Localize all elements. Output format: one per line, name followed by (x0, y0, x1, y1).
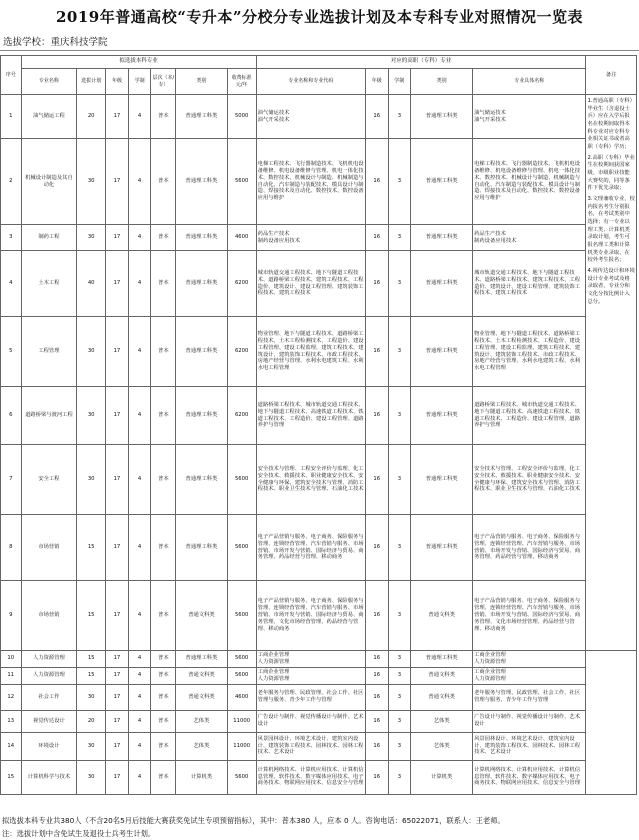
row-voc-year: 16 (365, 651, 388, 668)
page-title: 2019年普通高校“专升本”分校分专业选拔计划及本专科专业对照情况一览表 (55, 8, 583, 26)
row-year: 17 (106, 317, 129, 387)
row-voc-specific: 安全技术与管理、工程安全评价与监理、化工安全技术、救援技术、职业健康安全技术、安全健康与环保、建筑安全技术与管理、消防工程技术、职业卫生技术与管理、石油化工技术 (473, 445, 586, 515)
row-year: 17 (106, 387, 129, 445)
row-voc-specific: 广告设计与制作、视觉传播设计与制作、艺术设计 (473, 710, 586, 732)
row-major-name: 机械设计制造及其自动化 (21, 139, 77, 225)
row-voc-duration: 3 (388, 581, 411, 651)
row-voc-duration: 3 (388, 225, 411, 251)
row-voc-majors: 工商企业管理 人力资源管理 (256, 651, 365, 668)
row-voc-duration: 3 (388, 651, 411, 668)
remark-note: 4.视传达设计和环境设计专业考试及格录取者，专业分和文化分按比例计入总分。 (587, 268, 635, 305)
row-seq: 2 (1, 139, 22, 225)
row-tuition: 4600 (227, 684, 256, 710)
row-duration: 4 (128, 581, 151, 651)
col-voc-duration-header: 学制 (388, 69, 411, 95)
row-category: 普通理工科类 (176, 515, 228, 581)
row-voc-majors: 道路桥梁工程技术、城市轨道交通工程技术、地下与隧道工程技术、高速铁道工程技术、铁道工程技术、工程造价、建设工程管理、道路养护与管理 (256, 387, 365, 445)
row-plan: 15 (77, 581, 106, 651)
row-tuition: 5000 (227, 95, 256, 139)
undergrad-group-header: 拟选拔本科专业 (21, 56, 256, 69)
row-voc-category: 普通理工科类 (411, 225, 473, 251)
row-voc-majors: 广告设计与制作、视觉传播设计与制作、艺术设计 (256, 710, 365, 732)
row-duration: 4 (128, 651, 151, 668)
row-level: 普本 (151, 445, 176, 515)
row-seq: 1 (1, 95, 22, 139)
col-tuition-header: 收费标准元/年 (227, 69, 256, 95)
row-duration: 4 (128, 667, 151, 684)
row-voc-duration: 3 (388, 515, 411, 581)
row-major-name: 安全工程 (21, 445, 77, 515)
row-category: 计算机类 (176, 760, 228, 794)
footer-summary: 拟选拔本科专业共380人（不含20名5月后技能大赛获奖免试生专项预留指标），其中：普本380 人，应本 0 人。咨询电话：65022071，联系人：王老师。 (2, 816, 505, 825)
remark-note: 2.高职（专科）毕业生在校期间获国家级、市级职业技能大赛奖的，同等条件下优先录取； (587, 154, 635, 192)
header-group-row (1, 56, 637, 69)
row-major-name: 社会工作 (21, 684, 77, 710)
row-level: 普本 (151, 251, 176, 317)
row-voc-duration: 3 (388, 139, 411, 225)
row-seq: 15 (1, 760, 22, 794)
row-voc-year: 16 (365, 95, 388, 139)
remarks-empty (586, 651, 637, 795)
row-level: 普本 (151, 317, 176, 387)
row-voc-majors: 风景园林设计、环境艺术设计、建筑室内设计、建筑装饰工程技术、园林技术、园林工程技术、艺术设计 (256, 732, 365, 760)
footer-note: 注：选拔计划中含免试生及退役士兵考生计划。 (2, 829, 156, 838)
table-row (1, 317, 637, 387)
row-tuition: 11000 (227, 710, 256, 732)
row-major-name: 工程管理 (21, 317, 77, 387)
row-voc-majors: 城市轨道交通工程技术、地下与隧道工程技术、道路桥梁工程技术、建筑工程技术、工程造价、建筑设计、建设工程管理、建筑装饰工程技术、建筑工程技术 (256, 251, 365, 317)
row-plan: 30 (77, 445, 106, 515)
row-voc-duration: 3 (388, 95, 411, 139)
row-category: 普通理工科类 (176, 225, 228, 251)
row-major-name: 道路桥梁与渡河工程 (21, 387, 77, 445)
row-tuition: 5600 (227, 515, 256, 581)
row-major-name: 市场营销 (21, 515, 77, 581)
row-year: 17 (106, 667, 129, 684)
row-year: 17 (106, 651, 129, 668)
row-duration: 4 (128, 387, 151, 445)
row-voc-category: 普通理工科类 (411, 317, 473, 387)
row-duration: 4 (128, 445, 151, 515)
row-major-name: 环境设计 (21, 732, 77, 760)
row-seq: 6 (1, 387, 22, 445)
row-major-name: 人力资源管理 (21, 651, 77, 668)
row-seq: 14 (1, 732, 22, 760)
col-voc-major-header: 专业名称和专业代码 (256, 69, 365, 95)
table-row (1, 445, 637, 515)
row-level: 普本 (151, 225, 176, 251)
row-duration: 4 (128, 684, 151, 710)
row-plan: 30 (77, 139, 106, 225)
col-voc-year-header: 年级 (365, 69, 388, 95)
row-year: 17 (106, 581, 129, 651)
row-voc-specific: 道路桥梁工程技术、城市轨道交通工程技术、地下与隧道工程技术、高速铁道工程技术、铁道工程技术、工程造价、建设工程管理、道路养护与管理 (473, 387, 586, 445)
school-label: 选拔学校：重庆科技学院 (3, 37, 108, 48)
row-plan: 30 (77, 760, 106, 794)
row-voc-specific: 工商企业管理 人力资源管理 (473, 651, 586, 668)
row-voc-year: 16 (365, 581, 388, 651)
row-year: 17 (106, 225, 129, 251)
row-voc-majors: 药品生产技术 制药设备应用技术 (256, 225, 365, 251)
row-major-name: 人力资源管理 (21, 667, 77, 684)
row-voc-year: 16 (365, 710, 388, 732)
row-voc-duration: 3 (388, 387, 411, 445)
row-seq: 7 (1, 445, 22, 515)
row-voc-year: 16 (365, 387, 388, 445)
row-voc-majors: 物业管理、地下与隧道工程技术、道路桥梁工程技术、土木工程检测技术、工程造价、建设工程管理、建设工程监理、建筑工程技术、建筑设计、建筑装饰工程技术、市政工程技术、房地产经营与管理、水利水电建筑工程、水利水电工程管理 (256, 317, 365, 387)
row-voc-duration: 3 (388, 317, 411, 387)
row-category: 普通理工科类 (176, 139, 228, 225)
row-year: 17 (106, 710, 129, 732)
row-category: 普通文科类 (176, 684, 228, 710)
table-row (1, 387, 637, 445)
row-plan: 15 (77, 651, 106, 668)
row-voc-duration: 3 (388, 445, 411, 515)
row-seq: 12 (1, 684, 22, 710)
row-voc-category: 普通文科类 (411, 684, 473, 710)
table-row (1, 667, 637, 684)
row-voc-category: 普通理工科类 (411, 139, 473, 225)
row-level: 普本 (151, 684, 176, 710)
row-duration: 4 (128, 732, 151, 760)
table-row (1, 760, 637, 794)
row-voc-majors: 计算机网络技术、计算机应用技术、计算机信息管理、软件技术、数字媒体应用技术、电子商务技术、物联网应用技术、信息安全与管理 (256, 760, 365, 794)
selection-plan-table (0, 55, 637, 795)
row-plan: 30 (77, 317, 106, 387)
row-seq: 11 (1, 667, 22, 684)
row-duration: 4 (128, 139, 151, 225)
row-voc-year: 16 (365, 251, 388, 317)
row-level: 普本 (151, 515, 176, 581)
row-voc-category: 艺体类 (411, 710, 473, 732)
row-voc-duration: 3 (388, 251, 411, 317)
row-voc-majors: 电子产品营销与服务、电子商务、保险服务与管理、连锁经营管理、汽车营销与服务、市场营销、市场开发与营销、国际经济与贸易、商务管理、文化市场经营管理、药品经营与管理、移动商务 (256, 581, 365, 651)
row-major-name: 制药工程 (21, 225, 77, 251)
row-plan: 15 (77, 515, 106, 581)
table-row (1, 581, 637, 651)
row-seq: 5 (1, 317, 22, 387)
row-voc-majors: 老年服务与管理、民政管理、社会工作、社区管理与服务、青少年工作与管理 (256, 684, 365, 710)
remark-note: 1.普通高职（专科）毕业生（含退役士兵）应在入学后报名在校期间取得本科专业对应专科专业相关证书或者高职（专科）学历； (587, 98, 635, 151)
row-voc-duration: 3 (388, 667, 411, 684)
row-duration: 4 (128, 251, 151, 317)
row-voc-specific: 老年服务与管理、民政管理、社会工作、社区管理与服务、青少年工作与管理 (473, 684, 586, 710)
row-voc-year: 16 (365, 225, 388, 251)
row-voc-duration: 3 (388, 760, 411, 794)
row-voc-majors: 油气储运技术 油气开采技术 (256, 95, 365, 139)
table-row (1, 225, 637, 251)
table-row (1, 732, 637, 760)
row-tuition: 6200 (227, 387, 256, 445)
row-year: 17 (106, 95, 129, 139)
row-voc-year: 16 (365, 445, 388, 515)
remark-note: 3.文理兼收专业，校内报名考生分别报名，在考试类别中选择；有一专业以理工类、计算机类录取计划，考生可报名理工类和计算机类专业录取，在校外考生报名； (587, 196, 635, 264)
row-plan: 30 (77, 732, 106, 760)
row-year: 17 (106, 139, 129, 225)
row-voc-specific: 计算机网络技术、计算机应用技术、计算机信息管理、软件技术、数字媒体应用技术、电子商务技术、物联网应用技术、信息安全与管理 (473, 760, 586, 794)
row-level: 普本 (151, 387, 176, 445)
row-category: 普通理工科类 (176, 445, 228, 515)
row-plan: 30 (77, 387, 106, 445)
row-voc-specific: 电梯工程技术、飞行器制造技术、飞机机电设备维修、机电设备维修与管理、机电一体化技术、数控技术、机械设计与制造、机械制造与自动化、汽车制造与装配技术、模具设计与制造、焊接技术及自动化、数控技术、数控设备应用与维护 (473, 139, 586, 225)
table-row (1, 95, 637, 139)
row-tuition: 5600 (227, 581, 256, 651)
header-sub-row (1, 69, 637, 95)
row-voc-duration: 3 (388, 710, 411, 732)
row-level: 普本 (151, 710, 176, 732)
row-tuition: 6200 (227, 317, 256, 387)
row-seq: 9 (1, 581, 22, 651)
row-category: 普通理工科类 (176, 95, 228, 139)
row-duration: 4 (128, 317, 151, 387)
row-tuition: 5600 (227, 445, 256, 515)
row-voc-category: 普通文科类 (411, 581, 473, 651)
row-voc-duration: 3 (388, 732, 411, 760)
vocational-group-header: 对应的高职（专科）专业 (256, 56, 586, 69)
row-seq: 10 (1, 651, 22, 668)
row-voc-year: 16 (365, 732, 388, 760)
row-voc-year: 16 (365, 684, 388, 710)
row-major-name: 市场营销 (21, 581, 77, 651)
row-category: 普通理工科类 (176, 651, 228, 668)
divider (0, 50, 639, 51)
row-category: 普通理工科类 (176, 387, 228, 445)
table-row (1, 251, 637, 317)
row-tuition: 5600 (227, 760, 256, 794)
row-year: 17 (106, 251, 129, 317)
row-category: 普通理工科类 (176, 317, 228, 387)
col-seq-header: 序号 (1, 56, 22, 95)
row-voc-year: 16 (365, 515, 388, 581)
row-voc-majors: 电子产品营销与服务、电子商务、保险服务与管理、连锁经营管理、汽车营销与服务、市场营销、市场开发与营销、国际经济与贸易、商务管理、药品经营与管理、移动商务 (256, 515, 365, 581)
row-seq: 13 (1, 710, 22, 732)
row-voc-year: 16 (365, 317, 388, 387)
row-voc-year: 16 (365, 667, 388, 684)
row-tuition: 5600 (227, 651, 256, 668)
row-tuition: 5600 (227, 139, 256, 225)
row-level: 普本 (151, 581, 176, 651)
row-category: 艺体类 (176, 710, 228, 732)
row-seq: 3 (1, 225, 22, 251)
row-voc-specific: 油气储运技术 油气开采技术 (473, 95, 586, 139)
row-plan: 30 (77, 225, 106, 251)
row-major-name: 油气储运工程 (21, 95, 77, 139)
row-plan: 20 (77, 710, 106, 732)
row-level: 普本 (151, 139, 176, 225)
row-voc-year: 16 (365, 139, 388, 225)
row-level: 普本 (151, 667, 176, 684)
col-plan-header: 选拔计划 (77, 69, 106, 95)
row-voc-category: 普通理工科类 (411, 651, 473, 668)
row-category: 普通理工科类 (176, 251, 228, 317)
row-voc-specific: 风景园林设计、环境艺术设计、建筑室内设计、建筑装饰工程技术、园林技术、园林工程技术、艺术设计 (473, 732, 586, 760)
row-voc-year: 16 (365, 760, 388, 794)
row-voc-specific: 城市轨道交通工程技术、地下与隧道工程技术、道路桥梁工程技术、建筑工程技术、工程造价、建筑设计、建设工程管理、建筑装饰工程技术、建筑工程技术 (473, 251, 586, 317)
row-voc-majors: 安全技术与管理、工程安全评价与监理、化工安全技术、救援技术、职业健康安全技术、安全健康与环保、建筑安全技术与管理、消防工程技术、职业卫生技术与管理、石油化工技术 (256, 445, 365, 515)
row-voc-duration: 3 (388, 684, 411, 710)
row-duration: 4 (128, 710, 151, 732)
row-voc-specific: 电子产品营销与服务、电子商务、保险服务与管理、连锁经营管理、汽车营销与服务、市场营销、市场开发与营销、国际经济与贸易、商务管理、药品经营与管理、移动商务 (473, 515, 586, 581)
row-voc-category: 普通理工科类 (411, 95, 473, 139)
row-tuition: 11000 (227, 732, 256, 760)
col-duration-header: 学制 (128, 69, 151, 95)
row-duration: 4 (128, 95, 151, 139)
row-year: 17 (106, 732, 129, 760)
row-seq: 8 (1, 515, 22, 581)
row-voc-specific: 物业管理、地下与隧道工程技术、道路桥梁工程技术、土木工程检测技术、工程造价、建设工程管理、建设工程监理、建筑工程技术、建筑设计、建筑装饰工程技术、市政工程技术、房地产经营与管理、水利水电建筑工程、水利水电工程管理 (473, 317, 586, 387)
col-remarks-header: 备注 (586, 56, 637, 95)
row-tuition: 4600 (227, 225, 256, 251)
row-major-name: 土木工程 (21, 251, 77, 317)
row-level: 普本 (151, 760, 176, 794)
col-voc-specific-header: 专业具体名称 (473, 69, 586, 95)
row-voc-category: 普通理工科类 (411, 445, 473, 515)
row-duration: 4 (128, 760, 151, 794)
row-category: 普通文科类 (176, 581, 228, 651)
row-level: 普本 (151, 95, 176, 139)
row-seq: 4 (1, 251, 22, 317)
row-plan: 40 (77, 251, 106, 317)
table-row (1, 515, 637, 581)
remarks-notes (586, 95, 637, 651)
row-duration: 4 (128, 225, 151, 251)
col-major-name-header: 专业名称 (21, 69, 77, 95)
table-row (1, 651, 637, 668)
row-plan: 30 (77, 684, 106, 710)
row-tuition: 5600 (227, 667, 256, 684)
row-voc-category: 普通理工科类 (411, 251, 473, 317)
col-level-header: 层次（本/专） (151, 69, 176, 95)
table-row (1, 139, 637, 225)
col-year-header: 年级 (106, 69, 129, 95)
col-voc-category-header: 类别 (411, 69, 473, 95)
row-voc-category: 艺体类 (411, 732, 473, 760)
row-tuition: 6200 (227, 251, 256, 317)
row-voc-specific: 药品生产技术 制药设备应用技术 (473, 225, 586, 251)
row-voc-category: 普通理工科类 (411, 387, 473, 445)
row-voc-category: 普通文科类 (411, 667, 473, 684)
row-level: 普本 (151, 732, 176, 760)
row-voc-majors: 工商企业管理 人力资源管理 (256, 667, 365, 684)
row-category: 普通文科类 (176, 667, 228, 684)
col-category-header: 类别 (176, 69, 228, 95)
table-row (1, 684, 637, 710)
row-voc-specific: 工商企业管理 人力资源管理 (473, 667, 586, 684)
row-major-name: 计算机科学与技术 (21, 760, 77, 794)
row-voc-category: 计算机类 (411, 760, 473, 794)
row-category: 艺体类 (176, 732, 228, 760)
row-year: 17 (106, 445, 129, 515)
row-duration: 4 (128, 515, 151, 581)
row-plan: 20 (77, 95, 106, 139)
row-plan: 15 (77, 667, 106, 684)
table-row (1, 710, 637, 732)
row-level: 普本 (151, 651, 176, 668)
row-major-name: 视觉传达设计 (21, 710, 77, 732)
row-year: 17 (106, 515, 129, 581)
row-voc-specific: 电子产品营销与服务、电子商务、保险服务与管理、连锁经营管理、汽车营销与服务、市场营销、市场开发与营销、国际经济与贸易、商务管理、文化市场经营管理、药品经营与管理、移动商务 (473, 581, 586, 651)
row-voc-category: 普通理工科类 (411, 515, 473, 581)
row-year: 17 (106, 684, 129, 710)
row-year: 17 (106, 760, 129, 794)
row-voc-majors: 电梯工程技术、飞行器制造技术、飞机机电设备维修、机电设备维修与管理、机电一体化技术、数控技术、机械设计与制造、机械制造与自动化、汽车制造与装配技术、模具设计与制造、焊接技术及自动化、数控技术、数控设备应用与维护 (256, 139, 365, 225)
